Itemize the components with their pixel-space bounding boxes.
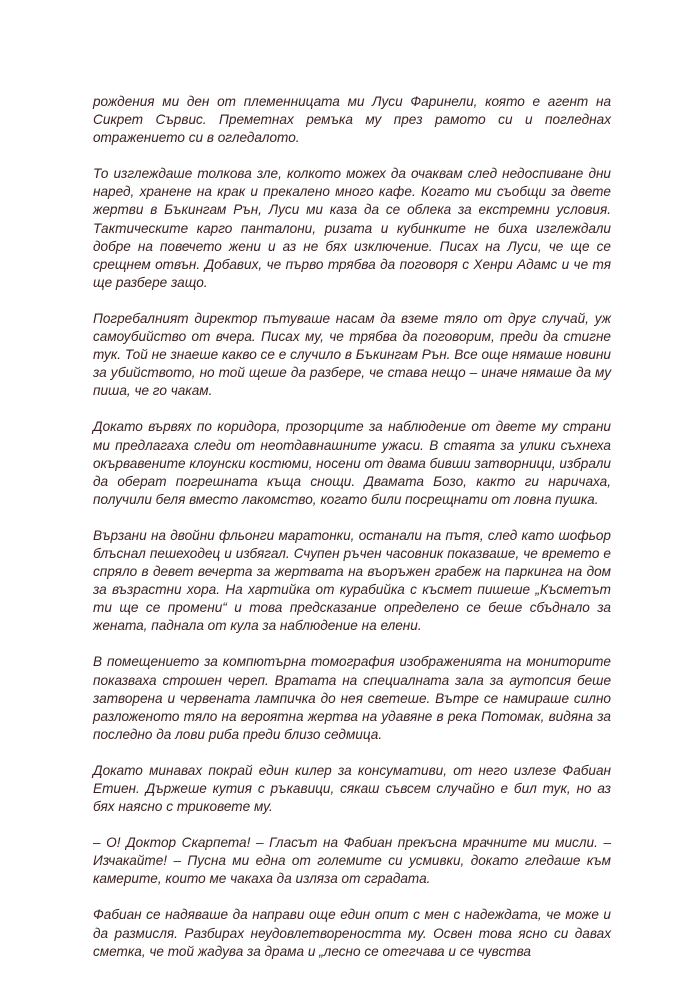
paragraph-9: Фабиан се надяваше да направи още един опит с мен с надеждата, че може и да размисля. Разбирах неудовлетвореността му. Освен това ясно си давах сметка, че той жадува за драма и „лесно се отегчава и се чувства <box>93 907 611 959</box>
paragraph-6: В помещението за компютърна томография изображенията на мониторите показваха строшен череп. Вратата на специалната зала за аутопсия беше затворена и червената лампичка до нея светеше. Вътре се намираше силно разложеното тяло на вероятна жертва на удавяне в река Потомак, видяна за последно да лови риба преди близо седмица. <box>93 654 611 742</box>
paragraph-8: – О! Доктор Скарпета! – Гласът на Фабиан прекъсна мрачните ми мисли. – Изчакайте! – Пусна ми една от големите си усмивки, докато гледаше към камерите, които ме чакаха да изляза от сградата. <box>93 835 611 887</box>
body-text <box>93 93 611 979</box>
paragraph-5: Вързани на двойни фльонги маратонки, останали на пътя, след като шофьор блъснал пешеходец и избягал. Счупен ръчен часовник показваше, че времето е спряло в девет вечерта за жертвата на въоръжен грабеж на паркинга на дом за възрастни хора. На хартийка от курабийка с късмет пишеше „Късметът ти ще се промени“ и това предсказание определено се беше сбъднало за жената, паднала от кула за наблюдение на елени. <box>93 527 611 634</box>
paragraph-3: Погребалният директор пътуваше насам да вземе тяло от друг случай, уж самоубийство от вчера. Писах му, че трябва да поговорим, преди да стигне тук. Той не знаеше какво се е случило в Бъкингам Рън. Все още нямаше новини за убийството, но той щеше да разбере, че става нещо – иначе нямаше да му пиша, че го чакам. <box>93 310 611 399</box>
paragraph-7: Докато минавах покрай един килер за консумативи, от него излезе Фабиан Етиен. Държеше кутия с ръкавици, сякаш съвсем случайно е бил тук, но аз бях наясно с триковете му. <box>93 762 611 815</box>
paragraph-2: То изглеждаше толкова зле, колкото можех да очаквам след недоспиване дни наред, хранене на крак и прекалено много кафе. Когато ми съобщи за двете жертви в Бъкингам Рън, Луси ми каза да се облека за екстремни условия. Тактическите карго панталони, ризата и кубинките не биха изглеждали добре на повечето жени и аз не бях изключение. Писах на Луси, че ще се срещнем отвън. Добавих, че първо трябва да поговоря с Хенри Адамс и че тя ще разбере защо. <box>93 166 611 290</box>
paragraph-1: рождения ми ден от племенницата ми Луси Фаринели, която е агент на Сикрет Сървис. Преметнах ремъка му през рамото си и погледнах отражението си в огледалото. <box>93 94 611 146</box>
paragraph-4: Докато вървях по коридора, прозорците за наблюдение от двете му страни ми предлагаха следи от неотдавнашните ужаси. В стаята за улики съхнеха окървавените клоунски костюми, носени от двама бивши затворници, избрали да оберат погрешната къща снощи. Двамата Бозо, както ги наричаха, получили беля вместо лакомство, когато били посрещнати от ловна пушка. <box>93 419 611 507</box>
